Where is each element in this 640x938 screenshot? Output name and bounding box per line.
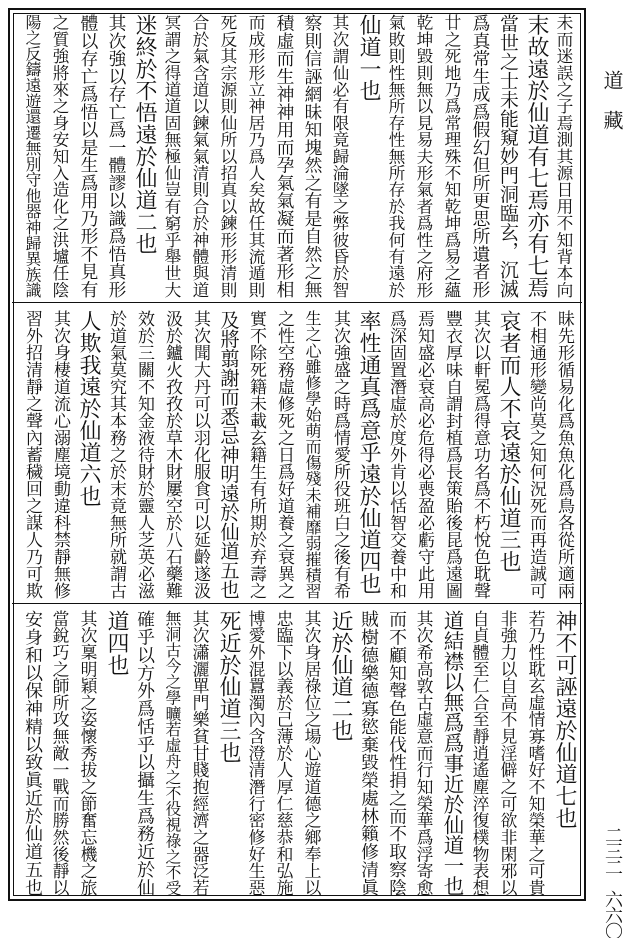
text-column: 道四也 <box>104 610 129 676</box>
text-column: 自貞體至仁合至靜逍遙塵淬復樸物表想 <box>470 610 490 896</box>
section-divider-1 <box>12 302 582 303</box>
text-column: 迷終於不悟遠於仙道二也 <box>132 14 157 255</box>
text-column: 死反其宗源則仙所以招真以鍊形形清則 <box>218 14 238 298</box>
text-column: 不相通形變尚莫之知何況死而再造誠可 <box>526 310 546 599</box>
text-column: 當銳巧之師所攻無敵一戰而勝然後靜以 <box>50 610 70 896</box>
text-column: 道結襟以無爲爲事近於仙道一也 <box>440 610 464 896</box>
text-column: 爲深固置潛虛於度外肯以恬智交養中和 <box>386 310 406 599</box>
text-column: 末故遠於仙道有七焉亦有七焉 <box>524 14 549 298</box>
text-column: 仙道一也 <box>356 14 381 102</box>
text-column: 效於三關不知金液待財於靈人芝英必滋 <box>134 310 154 599</box>
text-column: 之性空務虛修死之日爲好道養之衰異之 <box>274 310 294 599</box>
text-column: 陽之反鑄遠遊還遷無別守他器神歸異族識 <box>23 14 42 298</box>
text-column: 之質強將來之身安知入造化之洪壚任陰 <box>50 14 70 298</box>
text-column: 於道氣莫究其本務之於末竟無所就謂古 <box>106 310 126 599</box>
text-column: 其次身居祿位之場心遊道德之鄉奉上以 <box>302 610 322 896</box>
text-panel-top <box>18 14 578 298</box>
text-column: 無洞古今之學曠若虛舟之不役視祿之不受 <box>163 610 182 896</box>
section-divider-2 <box>12 603 582 604</box>
text-column: 體以存亡爲悟以是生爲用乃形不見有 <box>78 14 98 298</box>
text-column: 賊樹德樂德寡慾棄毀榮處林籟修清眞 <box>358 610 379 896</box>
text-column: 安身和以保神精以致眞近於仙道五也 <box>22 610 43 896</box>
text-column: 焉知盛必衰高必危得必喪盈必虧守此用 <box>414 310 434 599</box>
text-column: 其次聞大丹可以羽化服食可以延齡遂汲 <box>190 310 210 599</box>
text-column: 當世之士未能窺妙門洞臨玄，沉滅 <box>497 14 519 298</box>
text-column: 及將翦謝而悉忌神明遠於仙道五也 <box>217 310 240 599</box>
text-column: 生之心雖修學始萌而傷殘未補靡弱摧積習 <box>303 310 322 599</box>
text-column: 爲真常生成爲假幻但所更思所遺者形 <box>470 14 490 298</box>
text-panel-middle <box>18 310 578 599</box>
text-column: 其次強以存亡爲一體謬以識爲悟真形 <box>106 14 126 298</box>
text-column: 非強力以自高不見淫僻之可欲非閑邪以 <box>498 610 518 896</box>
text-column: 其次以軒冕爲得意功名爲不朽悅色耽聲 <box>470 310 490 599</box>
text-column: 近於仙道二也 <box>328 610 353 742</box>
text-column: 神不可誣遠於仙道七也 <box>552 610 577 829</box>
text-column: 其次謂仙必有限竟歸淪墜之弊彼昏於智 <box>330 14 350 298</box>
text-column: 豐衣厚味自謂封植爲長策貽後昆爲遠圖 <box>442 310 462 599</box>
text-column: 其次希高敦古虛意而行知榮華爲浮寄愈 <box>414 610 434 896</box>
text-column: 死近於仙道三也 <box>216 610 241 763</box>
text-column: 人欺我遠於仙道六也 <box>76 310 101 507</box>
page-number: 二三二 六六〇 <box>602 826 623 938</box>
text-column: 昧先形循易化爲魚魚化爲鳥各從所適兩 <box>554 310 574 599</box>
text-column: 忠臨下以義於己薄於人厚仁慈恭和弘施 <box>274 610 294 896</box>
text-column: 汲於鑪火孜孜於草木財屢空於八石藥難 <box>162 310 182 599</box>
text-column: 積虛而生神神用而孕氣氣凝而著形相 <box>274 14 294 298</box>
text-column: 乾坤毀則無以見易夫形氣者爲性之府形 <box>414 14 434 298</box>
collection-title: 道 藏 <box>600 70 624 130</box>
text-column: 習外招清靜之聲內蓄穢回之謀人乃可欺 <box>22 310 42 599</box>
text-column: 冥謂之得道道固無極仙豈有窮乎舉世大 <box>162 14 182 298</box>
text-column: 實不除死籍未載玄籍生有所期於弃壽之 <box>246 310 266 599</box>
text-column: 察則信誣網昧知塊然之有是自然之無 <box>302 14 322 298</box>
text-column: 而不顧知聲色能伐性捐之而不取察陰 <box>386 610 407 896</box>
text-column: 其次強盛之時爲情愛所役班白之後有希 <box>330 310 350 599</box>
text-column: 博愛外混囂濁內含澄清潛行密修好生惡 <box>246 610 266 896</box>
text-column: 未而迷誤之子焉測其源日用不知背本向 <box>554 14 574 298</box>
text-column: 氣敗則性無所存性無所存於我何有遠於 <box>386 14 406 298</box>
text-column: 廿之死地乃爲常理殊不知乾坤爲易之蘊 <box>442 14 462 298</box>
text-column: 合於氣含道以鍊氣氣清則合於神體與道 <box>190 14 210 298</box>
text-column: 若乃性耽玄虛情寡嗜好不知榮華之可貴 <box>526 610 546 896</box>
text-column: 而成形形立神居乃爲人矣故任其流遁則 <box>246 14 266 298</box>
text-column: 率性通真爲意乎遠於仙道四也 <box>356 310 381 594</box>
text-panel-bottom <box>18 610 578 896</box>
text-column: 確乎以方外爲恬乎以攝生爲務近於仙 <box>134 610 155 896</box>
text-column: 其次稟明穎之姿懷秀拔之節奮忘機之旅 <box>78 610 98 896</box>
text-column: 其次瀟灑單門樂貧甘賤抱經濟之器泛若 <box>190 610 210 896</box>
text-column: 哀者而人不哀遠於仙道三也 <box>496 310 521 573</box>
text-column: 其次身棲道流心溺塵境動違科禁靜無修 <box>50 310 70 599</box>
